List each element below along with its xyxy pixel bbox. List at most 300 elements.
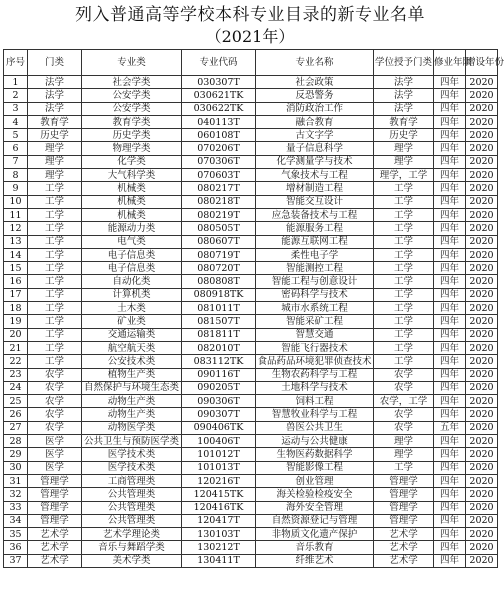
table-row [4,528,498,541]
cell-category: 工学 [28,222,82,235]
cell-major-name: 反恐警务 [256,89,374,102]
cell-major-class: 机械类 [82,208,182,221]
cell-index: 36 [4,541,28,554]
table-row [4,554,498,567]
cell-major-name: 海外安全管理 [256,501,374,514]
cell-index: 10 [4,195,28,208]
cell-added-year: 2020 [466,421,498,434]
table-row [4,155,498,168]
cell-major-code: 030622TK [182,102,256,115]
cell-degree-category: 工学 [374,182,434,195]
cell-added-year: 2020 [466,235,498,248]
cell-category: 工学 [28,275,82,288]
cell-major-code: 083112TK [182,355,256,368]
cell-study-years: 四年 [434,435,466,448]
cell-added-year: 2020 [466,528,498,541]
cell-major-code: 080217T [182,182,256,195]
cell-index: 34 [4,514,28,527]
table-row [4,142,498,155]
cell-study-years: 四年 [434,195,466,208]
cell-study-years: 四年 [434,302,466,315]
cell-degree-category: 理学 [374,142,434,155]
cell-major-code: 090205T [182,381,256,394]
cell-major-class: 机械类 [82,195,182,208]
cell-major-class: 工商管理类 [82,474,182,487]
cell-study-years: 四年 [434,76,466,89]
cell-category: 法学 [28,89,82,102]
cell-major-name: 城市水系统工程 [256,302,374,315]
cell-major-class: 大气科学类 [82,169,182,182]
cell-major-code: 090306T [182,395,256,408]
cell-major-class: 交通运输类 [82,328,182,341]
cell-major-name: 应急装备技术与工程 [256,208,374,221]
cell-study-years: 四年 [434,501,466,514]
table-row [4,76,498,89]
table-row [4,474,498,487]
table-row [4,395,498,408]
cell-major-name: 智能飞行器技术 [256,341,374,354]
cell-added-year: 2020 [466,142,498,155]
table-row [4,288,498,301]
cell-added-year: 2020 [466,275,498,288]
cell-major-code: 070206T [182,142,256,155]
table-row [4,89,498,102]
cell-added-year: 2020 [466,355,498,368]
table-row [4,408,498,421]
cell-major-class: 历史学类 [82,129,182,142]
cell-degree-category: 工学 [374,208,434,221]
cell-major-name: 智能采矿工程 [256,315,374,328]
table-row [4,381,498,394]
cell-major-name: 非物质文化遗产保护 [256,528,374,541]
cell-major-code: 100406T [182,435,256,448]
cell-degree-category: 艺术学 [374,541,434,554]
cell-index: 16 [4,275,28,288]
cell-major-code: 060108T [182,129,256,142]
cell-category: 工学 [28,355,82,368]
cell-category: 工学 [28,288,82,301]
table-row [4,182,498,195]
cell-major-code: 040113T [182,115,256,128]
cell-category: 管理学 [28,501,82,514]
cell-major-class: 教育学类 [82,115,182,128]
cell-major-code: 070603T [182,169,256,182]
cell-index: 11 [4,208,28,221]
cell-added-year: 2020 [466,169,498,182]
cell-degree-category: 管理学 [374,501,434,514]
cell-degree-category: 农学，工学 [374,395,434,408]
cell-major-name: 创业管理 [256,474,374,487]
cell-added-year: 2020 [466,89,498,102]
cell-major-class: 自动化类 [82,275,182,288]
cell-major-name: 增材制造工程 [256,182,374,195]
cell-major-name: 密码科学与技术 [256,288,374,301]
cell-major-code: 030307T [182,76,256,89]
cell-major-name: 自然资源登记与管理 [256,514,374,527]
cell-index: 17 [4,288,28,301]
cell-category: 农学 [28,421,82,434]
cell-added-year: 2020 [466,129,498,142]
cell-index: 23 [4,368,28,381]
cell-major-name: 海关检验检疫安全 [256,488,374,501]
cell-index: 18 [4,302,28,315]
cell-study-years: 四年 [434,155,466,168]
cell-category: 管理学 [28,474,82,487]
cell-study-years: 四年 [434,395,466,408]
document-subtitle: （2021年） [205,27,295,46]
cell-category: 工学 [28,262,82,275]
cell-index: 21 [4,341,28,354]
cell-major-class: 物理学类 [82,142,182,155]
cell-major-name: 智能工程与创意设计 [256,275,374,288]
cell-category: 管理学 [28,488,82,501]
cell-degree-category: 工学 [374,302,434,315]
cell-major-class: 公共管理类 [82,514,182,527]
cell-category: 医学 [28,448,82,461]
cell-added-year: 2020 [466,514,498,527]
table-row [4,368,498,381]
cell-index: 15 [4,262,28,275]
cell-major-class: 公共管理类 [82,488,182,501]
cell-major-code: 080918TK [182,288,256,301]
table-body [4,76,498,568]
cell-category: 工学 [28,195,82,208]
cell-index: 35 [4,528,28,541]
cell-index: 32 [4,488,28,501]
cell-study-years: 四年 [434,208,466,221]
cell-index: 8 [4,169,28,182]
cell-added-year: 2020 [466,448,498,461]
cell-degree-category: 管理学 [374,514,434,527]
cell-index: 4 [4,115,28,128]
cell-study-years: 四年 [434,541,466,554]
cell-major-name: 智慧牧业科学与工程 [256,408,374,421]
cell-category: 历史学 [28,129,82,142]
cell-major-name: 食品药品环境犯罪侦查技术 [257,355,372,367]
cell-major-code: 080720T [182,262,256,275]
cell-added-year: 2020 [466,288,498,301]
cell-category: 农学 [28,368,82,381]
table-row [4,435,498,448]
cell-major-code: 080218T [182,195,256,208]
cell-index: 29 [4,448,28,461]
cell-major-class: 社会学类 [82,76,182,89]
cell-degree-category: 工学 [374,461,434,474]
cell-major-name: 智能测控工程 [256,262,374,275]
cell-major-code: 080808T [182,275,256,288]
cell-study-years: 四年 [434,182,466,195]
cell-index: 33 [4,501,28,514]
header-category: 门类 [28,50,82,76]
table-row [4,115,498,128]
cell-degree-category: 工学 [374,222,434,235]
cell-added-year: 2020 [466,195,498,208]
cell-degree-category: 法学 [374,89,434,102]
cell-added-year: 2020 [466,395,498,408]
cell-study-years: 四年 [434,461,466,474]
cell-category: 农学 [28,395,82,408]
cell-category: 法学 [28,76,82,89]
cell-study-years: 五年 [434,421,466,434]
cell-study-years: 四年 [434,169,466,182]
cell-index: 14 [4,248,28,261]
cell-added-year: 2020 [466,182,498,195]
table-row [4,275,498,288]
cell-added-year: 2020 [466,208,498,221]
cell-major-code: 082010T [182,341,256,354]
header-major-name: 专业名称 [256,50,374,76]
cell-major-name: 生物农药科学与工程 [256,368,374,381]
cell-major-class: 化学类 [82,155,182,168]
cell-degree-category: 管理学 [374,488,434,501]
cell-added-year: 2020 [466,488,498,501]
cell-index: 25 [4,395,28,408]
cell-major-name: 土地科学与技术 [256,381,374,394]
cell-major-class: 电子信息类 [82,248,182,261]
cell-study-years: 四年 [434,554,466,567]
table-row [4,541,498,554]
table-row [4,248,498,261]
cell-major-code: 080607T [182,235,256,248]
cell-index: 6 [4,142,28,155]
header-major-class: 专业类 [82,50,182,76]
cell-category: 工学 [28,208,82,221]
cell-major-code: 030621TK [182,89,256,102]
cell-major-class: 航空航天类 [82,341,182,354]
cell-major-name: 气象技术与工程 [256,169,374,182]
cell-major-name: 兽医公共卫生 [256,421,374,434]
cell-major-code: 130103T [182,528,256,541]
cell-added-year: 2020 [466,302,498,315]
cell-added-year: 2020 [466,222,498,235]
table-row [4,488,498,501]
cell-category: 艺术学 [28,528,82,541]
cell-degree-category: 农学 [374,368,434,381]
cell-major-name: 柔性电子学 [256,248,374,261]
cell-added-year: 2020 [466,115,498,128]
cell-major-name: 智能交互设计 [256,195,374,208]
cell-study-years: 四年 [434,368,466,381]
cell-degree-category: 法学 [374,76,434,89]
cell-degree-category: 管理学 [374,474,434,487]
cell-degree-category: 工学 [374,288,434,301]
cell-category: 法学 [28,102,82,115]
cell-major-class: 自然保护与环境生态类 [82,381,182,394]
cell-degree-category: 历史学 [374,129,434,142]
cell-index: 31 [4,474,28,487]
cell-study-years: 四年 [434,488,466,501]
cell-study-years: 四年 [434,474,466,487]
table-row [4,195,498,208]
table-row [4,341,498,354]
cell-degree-category: 工学 [374,248,434,261]
cell-index: 30 [4,461,28,474]
table-row [4,302,498,315]
cell-added-year: 2020 [466,368,498,381]
cell-major-name: 化学测量学与技术 [256,155,374,168]
table-row [4,501,498,514]
cell-major-class: 机械类 [82,182,182,195]
cell-major-name: 社会政策 [256,76,374,89]
cell-major-code: 080505T [182,222,256,235]
cell-added-year: 2020 [466,381,498,394]
table-row [4,315,498,328]
cell-major-code: 070306T [182,155,256,168]
table-row [4,102,498,115]
table-row [4,461,498,474]
cell-study-years: 四年 [434,222,466,235]
cell-major-class: 艺术学理论类 [82,528,182,541]
cell-category: 工学 [28,182,82,195]
cell-index: 7 [4,155,28,168]
cell-major-code: 081507T [182,315,256,328]
cell-major-name: 饲料工程 [256,395,374,408]
table-row [4,448,498,461]
cell-category: 农学 [28,381,82,394]
cell-major-code: 080719T [182,248,256,261]
cell-added-year: 2020 [466,435,498,448]
cell-degree-category: 艺术学 [374,554,434,567]
cell-major-class: 医学技术类 [82,448,182,461]
cell-major-class: 公安学类 [82,89,182,102]
cell-major-code: 090406TK [182,421,256,434]
cell-major-code: 080219T [182,208,256,221]
cell-study-years: 四年 [434,115,466,128]
cell-category: 艺术学 [28,541,82,554]
cell-major-code: 120415TK [182,488,256,501]
cell-degree-category: 理学 [374,448,434,461]
cell-degree-category: 工学 [374,235,434,248]
cell-major-code: 081811T [182,328,256,341]
cell-major-class: 电气类 [82,235,182,248]
header-study-years: 修业年限 [434,50,466,76]
cell-added-year: 2020 [466,408,498,421]
cell-category: 管理学 [28,514,82,527]
cell-degree-category: 工学 [374,262,434,275]
cell-study-years: 四年 [434,328,466,341]
cell-major-code: 090116T [182,368,256,381]
cell-category: 农学 [28,408,82,421]
cell-added-year: 2020 [466,76,498,89]
table-header-row [4,50,498,76]
cell-index: 24 [4,381,28,394]
cell-major-code: 130212T [182,541,256,554]
cell-study-years: 四年 [434,235,466,248]
cell-index: 22 [4,355,28,368]
table-row [4,421,498,434]
cell-major-name: 音乐教育 [256,541,374,554]
cell-category: 工学 [28,341,82,354]
cell-index: 37 [4,554,28,567]
cell-added-year: 2020 [466,461,498,474]
cell-added-year: 2020 [466,474,498,487]
cell-index: 9 [4,182,28,195]
cell-major-name: 运动与公共健康 [256,435,374,448]
cell-degree-category: 农学 [374,381,434,394]
cell-major-name: 纤维艺术 [256,554,374,567]
cell-category: 工学 [28,235,82,248]
cell-degree-category: 农学 [374,421,434,434]
cell-major-code: 081011T [182,302,256,315]
cell-degree-category: 理学 [374,435,434,448]
cell-degree-category: 工学 [374,315,434,328]
header-index: 序号 [4,50,28,76]
cell-category: 理学 [28,155,82,168]
cell-major-class: 动物生产类 [82,408,182,421]
cell-major-name: 智慧交通 [256,328,374,341]
cell-added-year: 2020 [466,315,498,328]
cell-added-year: 2020 [466,262,498,275]
cell-added-year: 2020 [466,248,498,261]
cell-major-class: 医学技术类 [82,461,182,474]
cell-added-year: 2020 [466,102,498,115]
header-major-code: 专业代码 [182,50,256,76]
cell-index: 27 [4,421,28,434]
cell-major-class: 公共管理类 [82,501,182,514]
cell-major-class: 美术学类 [82,554,182,567]
cell-major-name: 融合教育 [256,115,374,128]
table-row [4,328,498,341]
cell-major-class: 公安学类 [82,102,182,115]
cell-index: 1 [4,76,28,89]
cell-major-code: 101013T [182,461,256,474]
cell-index: 20 [4,328,28,341]
cell-study-years: 四年 [434,448,466,461]
cell-major-class: 动物生产类 [82,395,182,408]
cell-added-year: 2020 [466,541,498,554]
cell-category: 医学 [28,435,82,448]
cell-study-years: 四年 [434,262,466,275]
cell-study-years: 四年 [434,315,466,328]
table-row [4,129,498,142]
cell-added-year: 2020 [466,341,498,354]
cell-degree-category: 工学 [374,275,434,288]
cell-major-name: 量子信息科学 [256,142,374,155]
cell-index: 3 [4,102,28,115]
cell-study-years: 四年 [434,408,466,421]
cell-major-name: 消防政治工作 [256,102,374,115]
cell-study-years: 四年 [434,248,466,261]
cell-major-code: 120417T [182,514,256,527]
cell-index: 13 [4,235,28,248]
cell-major-name: 生物医药数据科学 [256,448,374,461]
cell-degree-category: 理学 [374,155,434,168]
cell-category: 工学 [28,315,82,328]
table-row [4,208,498,221]
cell-index: 12 [4,222,28,235]
cell-major-code: 120216T [182,474,256,487]
cell-category: 艺术学 [28,554,82,567]
table-row [4,222,498,235]
cell-study-years: 四年 [434,288,466,301]
cell-added-year: 2020 [466,501,498,514]
cell-major-class: 计算机类 [82,288,182,301]
major-list-table [3,49,504,568]
cell-major-class: 公安技术类 [82,355,182,368]
cell-major-name: 智能影像工程 [256,461,374,474]
cell-added-year: 2020 [466,554,498,567]
cell-category: 医学 [28,461,82,474]
cell-category: 理学 [28,142,82,155]
cell-degree-category: 艺术学 [374,528,434,541]
cell-index: 26 [4,408,28,421]
cell-degree-category: 工学 [374,341,434,354]
cell-major-name: 古文字学 [256,129,374,142]
cell-major-name: 能源服务工程 [256,222,374,235]
cell-major-code: 090307T [182,408,256,421]
cell-study-years: 四年 [434,528,466,541]
cell-major-class: 能源动力类 [82,222,182,235]
